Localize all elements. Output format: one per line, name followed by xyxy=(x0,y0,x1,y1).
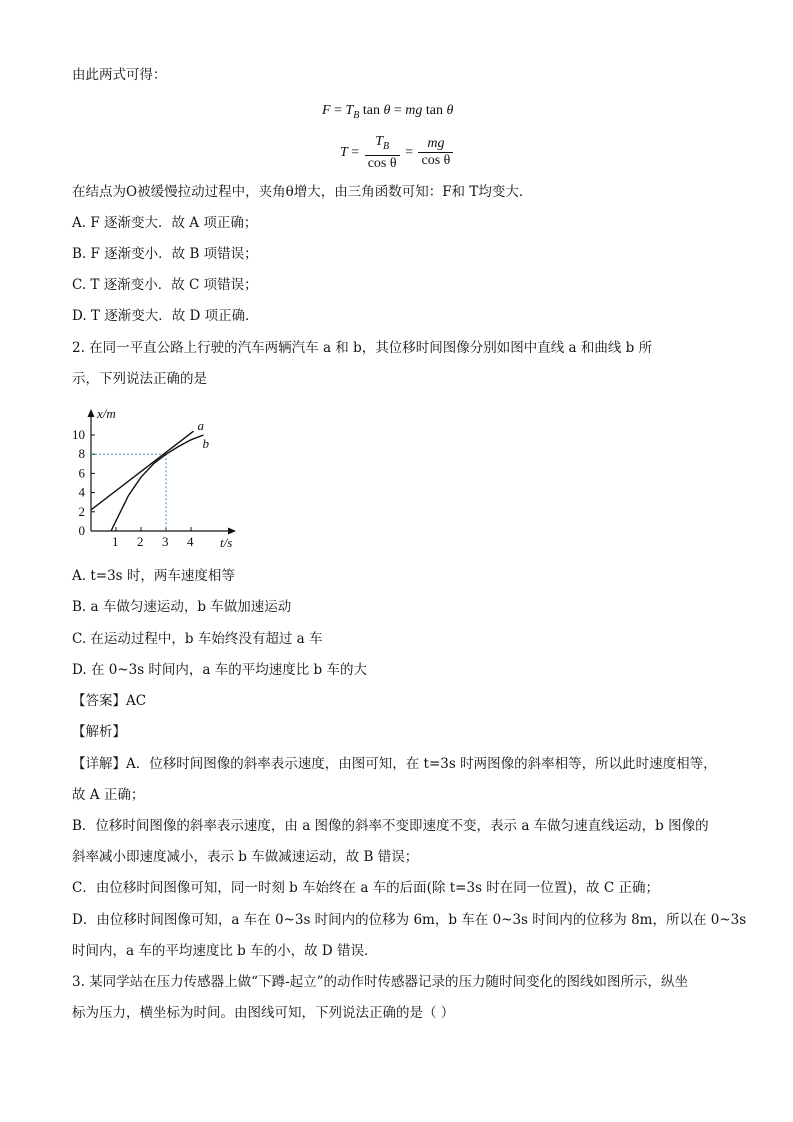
y-axis-arrow xyxy=(88,409,95,417)
eq2-num-T: T xyxy=(375,134,383,149)
eq1-theta: θ xyxy=(383,103,391,118)
x-tick-label: 4 xyxy=(187,534,194,549)
eq1-F: F xyxy=(322,103,331,118)
detail-line-3: B．位移时间图像的斜率表示速度，由 a 图像的斜率不变即速度不变，表示 a 车做匀速直线运动，b 图像的 xyxy=(72,818,709,834)
q1-option-a: A. F 逐渐变大．故 A 项正确； xyxy=(72,215,258,231)
y-tick-label: 8 xyxy=(78,446,85,462)
q2-option-b: B. a 车做匀速运动，b 车做加速运动 xyxy=(72,599,292,615)
eq2-fraction-1 xyxy=(365,134,400,172)
analysis-label: 【解析】 xyxy=(72,724,126,740)
detail-line-1: 【详解】A．位移时间图像的斜率表示速度，由图可知，在 t=3s 时两图像的斜率相等，所以此时速度相等， xyxy=(72,756,717,772)
q2-stem-line-2: 示，下列说法正确的是 xyxy=(72,371,207,387)
equation-2 xyxy=(340,134,455,172)
q2-stem-line-1: 2. 在同一平直公路上行驶的汽车两辆汽车 a 和 b，其位移时间图像分别如图中直线 a 和曲线 b 所 xyxy=(72,340,653,356)
eq1-mg: mg xyxy=(405,103,423,118)
q1-option-d: D. T 逐渐变大．故 D 项正确． xyxy=(72,308,259,324)
eq2-num-2: mg xyxy=(418,136,453,153)
x-tick-label: 3 xyxy=(162,534,169,549)
q3-line-1: 3. 某同学站在压力传感器上做“下蹲-起立”的动作时传感器记录的压力随时间变化的图线如图所示，纵坐 xyxy=(72,974,689,990)
q2-option-d: D. 在 0~3s 时间内，a 车的平均速度比 b 车的大 xyxy=(72,662,367,678)
eq1-equals: = xyxy=(330,103,346,118)
eq2-T: T xyxy=(340,145,348,161)
x-axis-arrow xyxy=(228,528,236,535)
eq2-den-2: cos θ xyxy=(421,153,451,169)
position-time-graph xyxy=(60,400,250,552)
y-tick-label: 6 xyxy=(78,465,85,481)
eq1-theta-2: θ xyxy=(446,103,454,118)
y-tick-label: 4 xyxy=(78,484,85,500)
eq1-tan-2: tan xyxy=(422,103,447,118)
series-line-a xyxy=(91,431,194,510)
y-tick-label: 10 xyxy=(72,427,85,442)
detail-line-6: D．由位移时间图像可知，a 车在 0~3s 时间内的位移为 6m，b 车在 0~3s 时间内的位移为 8m，所以在 0~3s xyxy=(72,912,747,928)
detail-line-4: 斜率减小即速度减小，表示 b 车做减速运动，故 B 错误； xyxy=(72,849,419,865)
eq1-equals-2: = xyxy=(390,103,406,118)
detail-line-5: C．由位移时间图像可知，同一时刻 b 车始终在 a 车的后面(除 t=3s 时在同一位置)，故 C 正确； xyxy=(72,880,659,896)
eq2-den-1: cos θ xyxy=(367,155,397,171)
q1-option-b: B. F 逐渐变小．故 B 项错误； xyxy=(72,246,258,262)
eq1-T-sub: B xyxy=(353,109,360,121)
q2-option-a: A. t=3s 时，两车速度相等 xyxy=(72,568,235,584)
eq2-equals: = xyxy=(347,145,363,161)
q2-option-c: C. 在运动过程中，b 车始终没有超过 a 车 xyxy=(72,631,323,647)
eq1-tan: tan xyxy=(359,103,384,118)
y-tick-label: 2 xyxy=(78,503,85,519)
eq2-fraction-2 xyxy=(418,136,453,169)
x-axis-label: t/s xyxy=(220,535,233,550)
conclusion-text: 在结点为O被缓慢拉动过程中，夹角θ增大，由三角函数可知：F和 T均变大． xyxy=(72,184,533,200)
eq1-T: T xyxy=(345,103,354,118)
series-label-a: a xyxy=(197,418,204,434)
equation-1 xyxy=(322,103,453,121)
detail-line-7: 时间内，a 车的平均速度比 b 车的小，故 D 错误． xyxy=(72,943,378,959)
eq2-equals-2: = xyxy=(401,145,417,161)
eq2-num-sub: B xyxy=(382,140,390,152)
y-tick-label: 0 xyxy=(78,523,85,538)
detail-line-2: 故 A 正确； xyxy=(72,787,145,803)
x-tick-label: 1 xyxy=(112,534,119,549)
intro-text: 由此两式可得： xyxy=(72,67,167,83)
y-axis-label: x/m xyxy=(97,406,116,421)
series-label-b: b xyxy=(202,436,209,451)
q3-line-2: 标为压力，横坐标为时间。由图线可知，下列说法正确的是（ ） xyxy=(72,1005,455,1021)
answer-label: 【答案】AC xyxy=(72,693,147,709)
q1-option-c: C. T 逐渐变小．故 C 项错误； xyxy=(72,277,258,293)
x-tick-label: 2 xyxy=(137,534,144,549)
